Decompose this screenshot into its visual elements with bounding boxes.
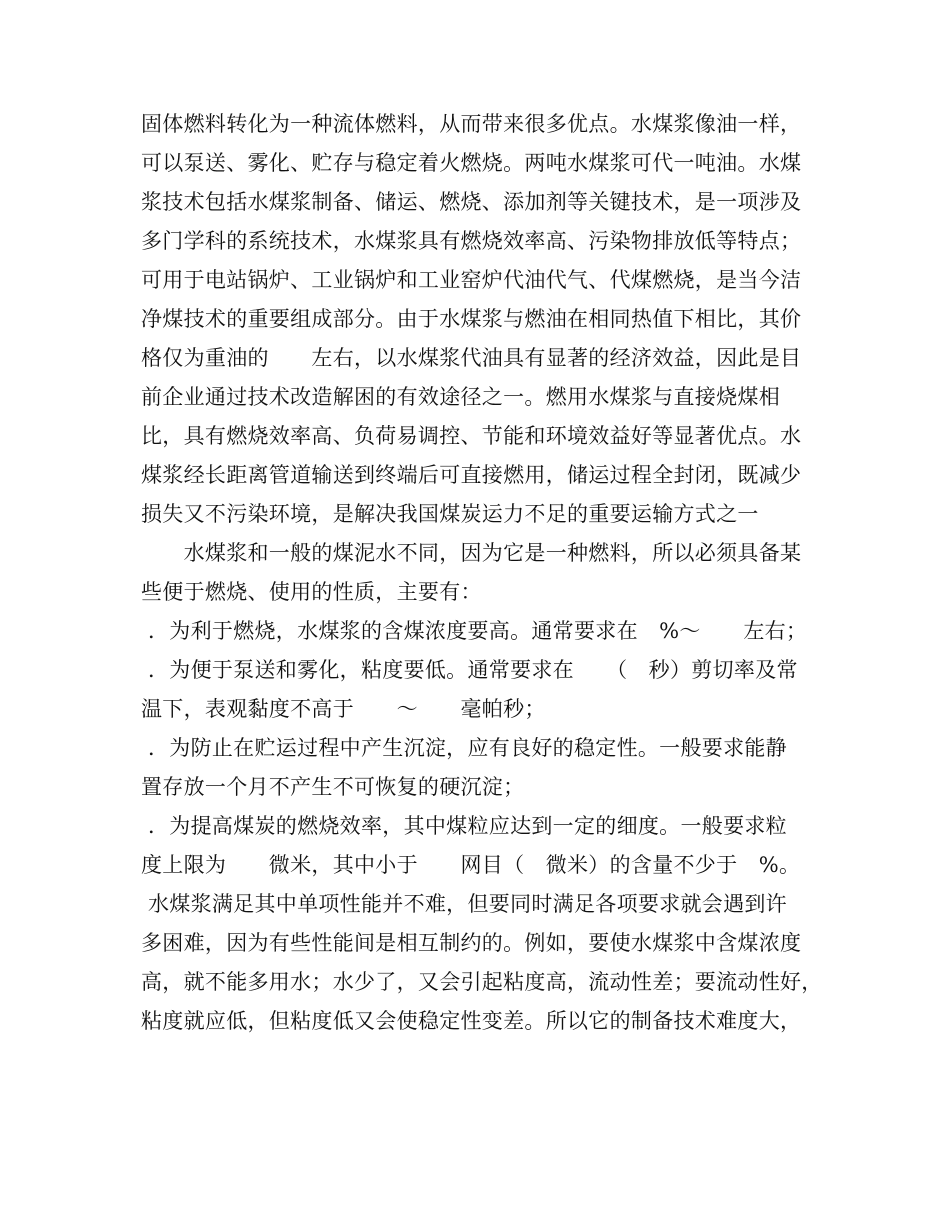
text-line: 多门学科的系统技术，水煤浆具有燃烧效率高、污染物排放低等特点； [141,229,802,253]
text-line: 固体燃料转化为一种流体燃料，从而带来很多优点。水煤浆像油一样， [141,112,802,136]
text-line: 高，就不能多用水；水少了，又会引起粘度高，流动性差；要流动性好， [141,970,823,994]
text-line: 净煤技术的重要组成部分。由于水煤浆与燃油在相同热值下相比，其价 [141,307,802,331]
text-line: 可以泵送、雾化、贮存与稳定着火燃烧。两吨水煤浆可代一吨油。水煤 [141,151,802,175]
text-line: 比，具有燃烧效率高、负荷易调控、节能和环境效益好等显著优点。水 [141,424,802,448]
text-line: 格仅为重油的 左右，以水煤浆代油具有显著的经济效益，因此是目 [141,346,802,370]
list-item: ．为提高煤炭的燃烧效率，其中煤粒应达到一定的细度。一般要求粒 [141,814,787,838]
text-line: 粘度就应低，但粘度低又会使稳定性变差。所以它的制备技术难度大， [141,1009,802,1033]
list-item: ．为便于泵送和雾化，粘度要低。通常要求在 （ 秒）剪切率及常 [141,658,798,682]
text-line: 置存放一个月不产生不可恢复的硬沉淀； [141,775,525,799]
text-line: 水煤浆和一般的煤泥水不同，因为它是一种燃料，所以必须具备某 [141,541,802,565]
list-item: ．为防止在贮运过程中产生沉淀，应有良好的稳定性。一般要求能静 [141,736,787,760]
text-line: 温下，表观黏度不高于 ～ 毫帕秒； [141,697,546,721]
text-line: 度上限为 微米，其中小于 网目（ 微米）的含量不少于 %。 [141,853,801,877]
text-line: 损失又不污染环境，是解决我国煤炭运力不足的重要运输方式之一 [141,502,759,526]
text-line: 可用于电站锅炉、工业锅炉和工业窑炉代油代气、代煤燃烧，是当今洁 [141,268,802,292]
text-line: 煤浆经长距离管道输送到终端后可直接燃用，储运过程全封闭，既减少 [141,463,802,487]
text-line: 浆技术包括水煤浆制备、储运、燃烧、添加剂等关键技术，是一项涉及 [141,190,802,214]
list-item: ．为利于燃烧，水煤浆的含煤浓度要高。通常要求在 %～ 左右； [141,619,808,643]
text-line: 些便于燃烧、使用的性质，主要有： [141,580,482,604]
text-line: 水煤浆满足其中单项性能并不难，但要同时满足各项要求就会遇到许 [141,892,787,916]
text-line: 前企业通过技术改造解困的有效途径之一。燃用水煤浆与直接烧煤相 [141,385,780,409]
text-line: 多困难，因为有些性能间是相互制约的。例如，要使水煤浆中含煤浓度 [141,931,802,955]
